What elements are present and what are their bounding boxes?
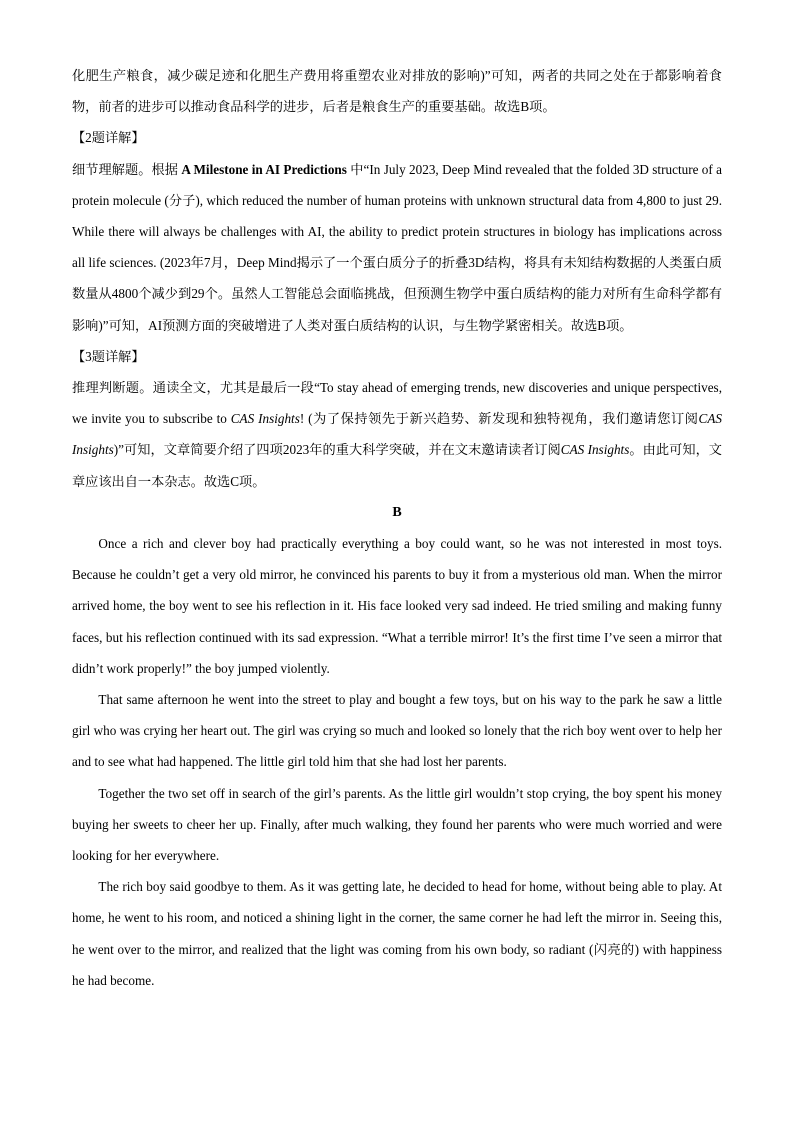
magazine-name: CAS Insights (230, 411, 300, 427)
text-segment: 中“In July 2023, Deep Mind revealed that the folded 3D structure of a protein molecule (分子), which reduced the number of human proteins with unknown structural data from 4,800 to just 29. While there will always be challenges with AI, the ability to predict protein structures in biology has implications across all life sciences. (2023年7月，Deep Mind揭示了一个蛋白质分子的折叠3D结构，将具有未知结构数据的人类蛋白质数量从4800个减少到29个。虽然人工智能总会面临挑战，但预测生物学中蛋白质结构的能力对所有生命科学都有影响)”可知，AI预测方面的突破增进了人类对蛋白质结构的认识，与生物学紧密相关。故选B项。 (72, 161, 722, 333)
answer-2-explanation (72, 154, 722, 341)
text-segment: 推理判断题。通读全文，尤其是最后一段“To stay ahead of emerging trends, new discoveries and unique perspectives, we invite you to subscribe to (72, 380, 722, 427)
question-2-heading: 【2题详解】 (72, 130, 145, 146)
answer-1-explanation-continued (72, 60, 722, 122)
text-segment: 。由此可知，文章应该出自一本杂志。故选C项。 (72, 442, 722, 489)
article-title-reference: A Milestone in AI Predictions (181, 161, 347, 177)
text-segment: 化肥生产粮食，减少碳足迹和化肥生产费用将重塑农业对排放的影响)”可知，两者的共同之处在于都影响着食物，前者的进步可以推动食品科学的进步，后者是粮食生产的重要基础。故选B项。 (72, 68, 722, 115)
answer-3-explanation (72, 372, 722, 497)
magazine-name: CAS Insights (72, 411, 722, 458)
text-segment: 细节理解题。根据 (72, 161, 182, 177)
document-page (72, 60, 722, 996)
story-paragraph-2: That same afternoon he went into the street to play and bought a few toys, but on his way to the park he saw a little girl who was crying her heart out. The girl was crying so much and looked so lonely that the rich boy went over to help her and to see what had happened. The little girl told him that she had lost her parents. (72, 692, 722, 770)
story-paragraph-1: Once a rich and clever boy had practically everything a boy could want, so he was not interested in most toys. Because he couldn’t get a very old mirror, he convinced his parents to buy it from a mysterious old man. When the mirror arrived home, the boy went to see his reflection in it. His face looked very sad indeed. He tried smiling and making funny faces, but his reflection continued with its sad expression. “What a terrible mirror! It’s the first time I’ve seen a mirror that didn’t work properly!” the boy jumped violently. (72, 536, 722, 676)
question-3-heading: 【3题详解】 (72, 348, 145, 364)
magazine-name: CAS Insights (560, 442, 630, 458)
text-segment: )”可知，文章简要介绍了四项2023年的重大科学突破，并在文末邀请读者订阅 (113, 442, 561, 458)
section-title: B (392, 504, 402, 520)
story-paragraph-3: Together the two set off in search of the girl’s parents. As the little girl wouldn’t stop crying, the boy spent his money buying her sweets to cheer her up. Finally, after much walking, they found her parents who were much worried and were looking for her everywhere. (72, 785, 722, 864)
story-paragraph-4: The rich boy said goodbye to them. As it was getting late, he decided to head for home, without being able to play. At home, he went to his room, and noticed a shining light in the corner, the same corner he had left the mirror in. Seeing this, he went over to the mirror, and realized that the light was coming from his own body, so radiant (闪亮的) with happiness he had become. (72, 879, 722, 988)
text-segment: ! (为了保持领先于新兴趋势、新发现和独特视角，我们邀请您订阅 (299, 411, 699, 427)
